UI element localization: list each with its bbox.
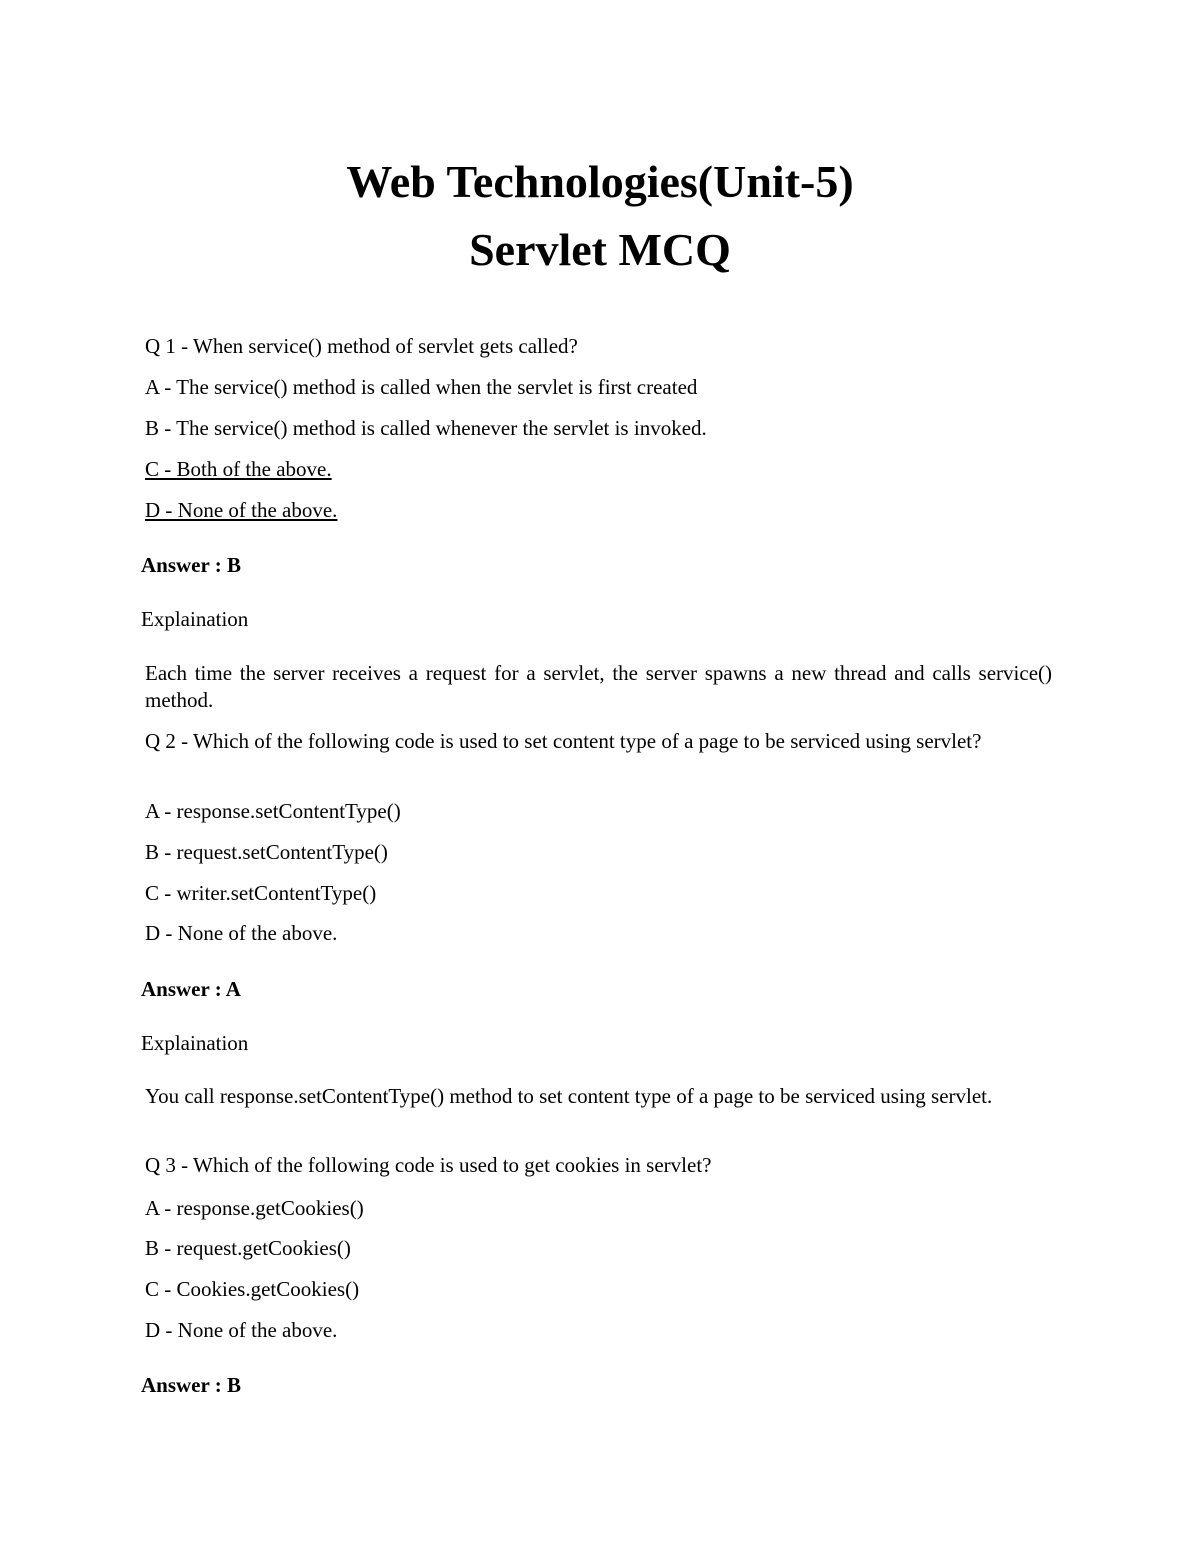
question-2-option-c: C - writer.setContentType() [145, 881, 377, 905]
question-2-answer: Answer : A [141, 977, 241, 1001]
question-2-text: Q 2 - Which of the following code is used to set content type of a page to be serviced using servlet? [145, 729, 982, 753]
question-1-explanation-label: Explaination [141, 607, 249, 631]
question-3-option-a: A - response.getCookies() [145, 1196, 364, 1220]
question-2-explanation: You call response.setContentType() method to set content type of a page to be serviced using servlet. [145, 1084, 993, 1108]
question-1-option-c: C - Both of the above. [145, 457, 332, 481]
question-1-explanation: Each time the server receives a request for a servlet, the server spawns a new thread and calls service() method. [145, 661, 1052, 712]
question-3-option-c: C - Cookies.getCookies() [145, 1277, 360, 1301]
question-2-option-a: A - response.setContentType() [145, 799, 401, 823]
question-1-text: Q 1 - When service() method of servlet gets called? [145, 334, 578, 358]
question-1-option-a: A - The service() method is called when the servlet is first created [145, 375, 698, 399]
question-3-option-b: B - request.getCookies() [145, 1236, 351, 1260]
document-subtitle: Servlet MCQ [469, 224, 731, 275]
document-title: Web Technologies(Unit-5) [346, 156, 854, 207]
question-3-text: Q 3 - Which of the following code is used to get cookies in servlet? [145, 1153, 712, 1177]
question-2-explanation-label: Explaination [141, 1031, 249, 1055]
question-2-option-d: D - None of the above. [145, 921, 338, 945]
question-1-option-b: B - The service() method is called whenever the servlet is invoked. [145, 416, 707, 440]
question-3-answer: Answer : B [141, 1373, 241, 1397]
question-2-option-b: B - request.setContentType() [145, 840, 388, 864]
question-1-option-d: D - None of the above. [145, 498, 338, 522]
question-3-option-d: D - None of the above. [145, 1318, 338, 1342]
question-1-answer: Answer : B [141, 553, 241, 577]
